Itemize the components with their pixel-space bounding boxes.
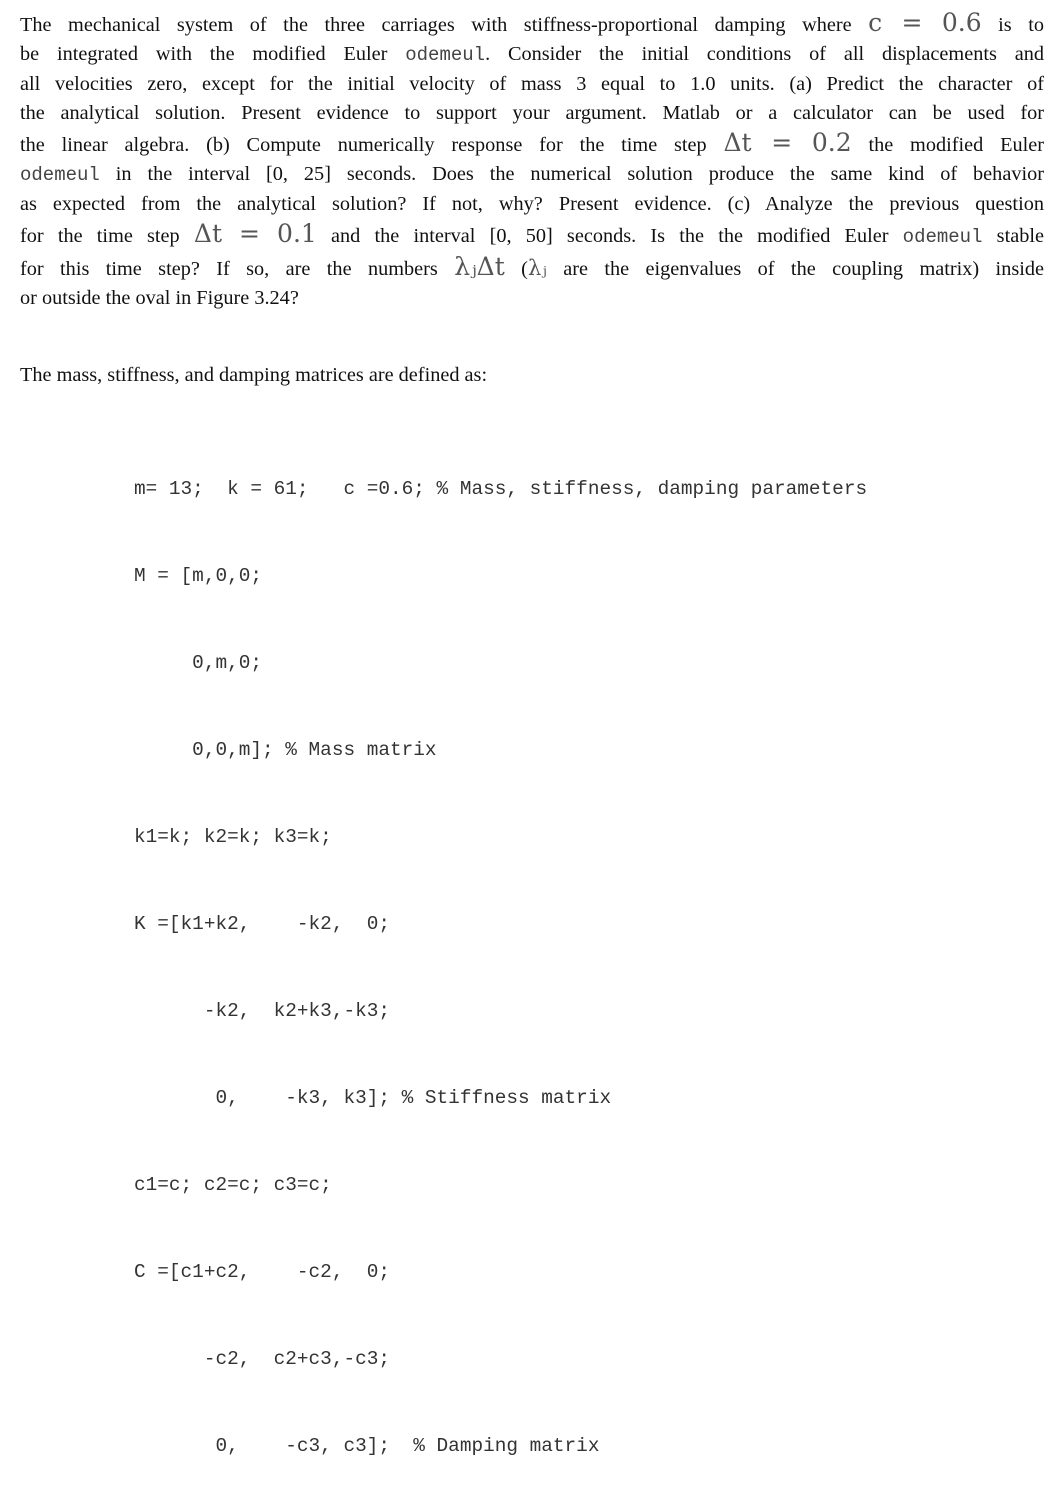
inline-code-odemeul: odemeul [902,226,983,248]
text-segment: for the time step [20,225,194,247]
problem-paragraph [20,8,1044,313]
text-segment: are the eigenvalues of the coupling matrix) inside [546,258,1045,280]
code-line: 0, -c3, c3]; % Damping matrix [134,1435,600,1457]
problem-line-6 [20,160,1044,190]
text-segment: the linear algebra. (b) Compute numerically response for the time step [20,134,724,156]
problem-line-4: the analytical solution. Present evidence to support your argument. Matlab or a calculator can be used for [20,102,1044,124]
problem-line-8 [20,219,1044,252]
problem-line-3: all velocities zero, except for the initial velocity of mass 3 equal to 1.0 units. (a) Predict the character of [20,73,1044,95]
problem-line-10: or outside the oval in Figure 3.24? [20,287,299,309]
code-line: K =[k1+k2, -k2, 0; [134,913,390,935]
problem-statement [20,8,1044,313]
code-line: c1=c; c2=c; c3=c; [134,1174,332,1196]
code-line: C =[c1+c2, -c2, 0; [134,1261,390,1283]
text-segment: be integrated with the modified Euler [20,43,406,65]
math-lambda-dt: λⱼΔt [454,252,505,281]
math-damping-value: c = 0.6 [868,8,982,37]
math-time-step-1: Δt = 0.2 [723,128,852,157]
inline-code-odemeul: odemeul [20,164,100,186]
code-line: -k2, k2+k3,-k3; [134,1000,390,1022]
matrices-intro: The mass, stiffness, and damping matrices are defined as: [20,364,488,386]
text-segment: ( [504,258,528,280]
code-line: m= 13; k = 61; c =0.6; % Mass, stiffness, damping parameters [134,478,868,500]
text-segment: the modified Euler [851,134,1044,156]
text-segment: and the interval [0, 50] seconds. Is the the modified Euler [316,225,903,247]
problem-line-1 [20,8,1044,40]
code-line: k1=k; k2=k; k3=k; [134,826,332,848]
math-lambda: λⱼ [527,256,547,280]
text-segment: in the interval [0, 25] seconds. Does the numerical solution produce the same kind of behavior [99,163,1044,185]
problem-line-9 [20,252,1044,284]
code-line: 0, -k3, k3]; % Stiffness matrix [134,1087,612,1109]
text-segment: is to [981,14,1044,36]
matlab-code-block [134,417,867,1490]
code-line: M = [m,0,0; [134,565,262,587]
math-time-step-2: Δt = 0.1 [193,219,317,248]
text-segment: . Consider the initial conditions of all displacements and [485,43,1044,65]
problem-line-7: as expected from the analytical solution? If not, why? Present evidence. (c) Analyze the previous question [20,193,1044,215]
text-segment: stable [982,225,1044,247]
problem-line-2 [20,40,1044,70]
text-segment: The mechanical system of the three carriages with stiffness-proportional damping where [20,14,869,36]
inline-code-odemeul: odemeul [405,44,486,66]
problem-line-5 [20,128,1044,160]
code-line: 0,0,m]; % Mass matrix [134,739,437,761]
text-segment: for this time step? If so, are the numbers [20,258,455,280]
code-line: 0,m,0; [134,652,262,674]
code-line: -c2, c2+c3,-c3; [134,1348,390,1370]
